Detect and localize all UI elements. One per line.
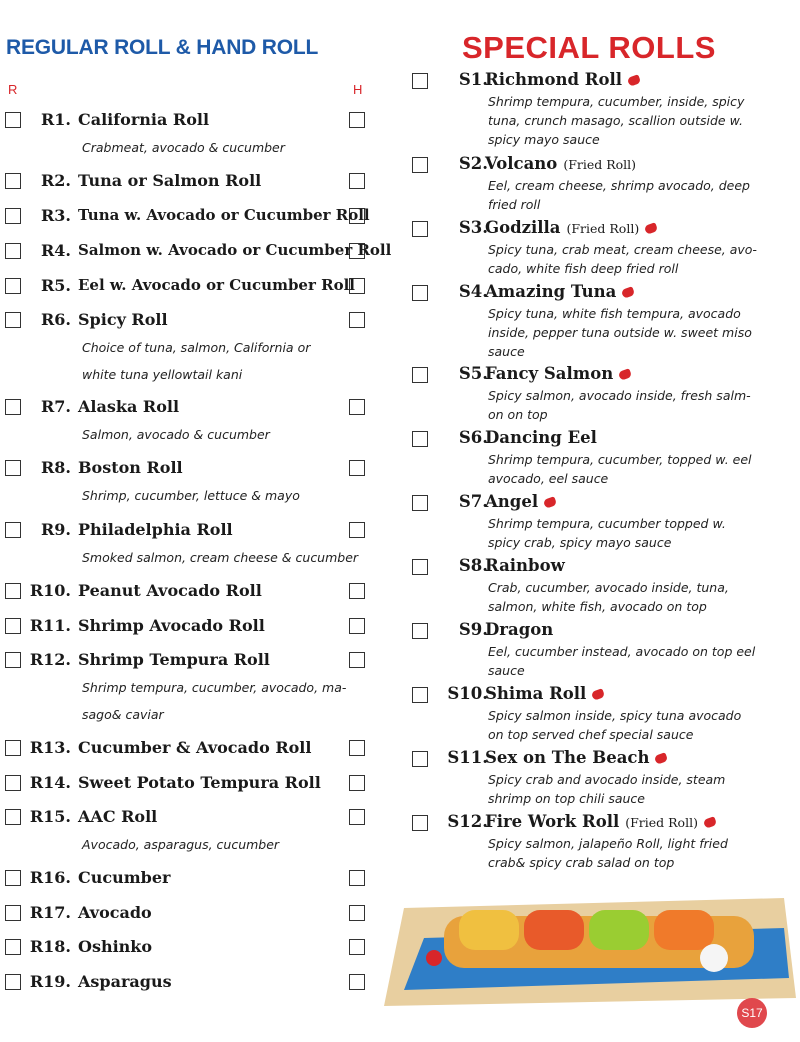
fried-roll-tag: (Fried Roll) [563,157,637,172]
item-name: Oshinko [78,937,153,956]
special-description: Shrimp tempura, cucumber, inside, spicy tuna, crunch masago, scallion outside w. spicy mayo sauce [488,94,745,147]
item-description: Crabmeat, avocado & cucumber [82,140,285,155]
item-code: R19. [29,972,71,991]
special-name: Amazing Tuna [485,282,617,301]
special-name-line [485,492,556,511]
h-checkbox[interactable] [349,583,365,599]
special-checkbox[interactable] [412,815,428,831]
fried-roll-tag: (Fried Roll) [625,815,698,830]
item-name: Avocado [78,903,152,922]
special-name: Fancy Salmon [485,364,614,383]
r-checkbox[interactable] [5,399,21,415]
item-code: R8. [41,458,71,477]
item-code: R9. [41,520,71,539]
item-name: Cucumber & Avocado Roll [78,738,312,757]
special-checkbox[interactable] [412,751,428,767]
regular-roll-title: REGULAR ROLL & HAND ROLL [6,36,319,59]
special-name-line [485,70,640,89]
chili-pepper-icon [654,752,668,765]
item-description: Shrimp tempura, cucumber, avocado, ma- [82,680,347,695]
r-checkbox[interactable] [5,740,21,756]
special-checkbox[interactable] [412,285,428,301]
special-rolls-title: SPECIAL ROLLS [462,30,716,65]
special-code: S10. [447,684,488,703]
special-name-line [485,364,631,383]
item-code: R15. [29,807,71,826]
item-description: white tuna yellowtail kani [82,367,243,382]
special-name: Fire Work Roll [485,812,620,831]
item-code: R3. [41,206,71,225]
chili-pepper-icon [644,222,658,235]
item-code: R2. [41,171,71,190]
h-checkbox[interactable] [349,173,365,189]
special-checkbox[interactable] [412,367,428,383]
special-name: Dancing Eel [485,428,597,447]
h-checkbox[interactable] [349,775,365,791]
item-name: Boston Roll [78,458,183,477]
item-name: Shrimp Tempura Roll [78,650,270,669]
special-checkbox[interactable] [412,73,428,89]
special-code: S3. [458,218,488,237]
special-description: Eel, cucumber instead, avocado on top eel sauce [488,644,756,678]
item-code: R6. [41,310,71,329]
h-checkbox[interactable] [349,618,365,634]
special-code: S8. [458,556,488,575]
item-code: R11. [29,616,71,635]
special-name-line [485,428,597,447]
r-checkbox[interactable] [5,312,21,328]
item-description: Salmon, avocado & cucumber [82,427,270,442]
chili-pepper-icon [618,368,632,381]
special-description: Shrimp tempura, cucumber, topped w. eel avocado, eel sauce [488,452,752,486]
item-name: Philadelphia Roll [78,520,233,539]
h-checkbox[interactable] [349,652,365,668]
item-code: R7. [41,397,71,416]
special-name: Dragon [485,620,554,639]
col-header-h: H [353,82,363,97]
sushi-roll-photo [384,898,796,1006]
r-checkbox[interactable] [5,652,21,668]
special-code: S2. [458,154,488,173]
special-description: Spicy crab and avocado inside, steam shrimp on top chili sauce [488,772,726,806]
chili-pepper-icon [703,816,717,829]
special-name: Volcano [485,154,558,173]
special-description: Shrimp tempura, cucumber topped w. spicy crab, spicy mayo sauce [488,516,726,550]
item-name: Spicy Roll [78,310,168,329]
r-checkbox[interactable] [5,870,21,886]
chili-pepper-icon [627,74,641,87]
special-name: Rainbow [485,556,565,575]
r-checkbox[interactable] [5,173,21,189]
h-checkbox[interactable] [349,399,365,415]
item-name: Alaska Roll [78,397,180,416]
item-code: R17. [29,903,71,922]
r-checkbox[interactable] [5,278,21,294]
r-checkbox[interactable] [5,939,21,955]
item-name: Asparagus [78,972,172,991]
special-code: S6. [458,428,488,447]
special-description: Crab, cucumber, avocado inside, tuna, salmon, white fish, avocado on top [488,580,729,614]
col-header-r: R [8,82,18,97]
special-code: S1. [458,70,488,89]
h-checkbox[interactable] [349,460,365,476]
special-name: Angel [485,492,539,511]
h-checkbox[interactable] [349,312,365,328]
special-checkbox[interactable] [412,687,428,703]
item-code: R12. [29,650,71,669]
r-checkbox[interactable] [5,809,21,825]
item-name: Salmon w. Avocado or Cucumber Roll [78,241,392,259]
special-name: Richmond Roll [485,70,623,89]
h-checkbox[interactable] [349,939,365,955]
chili-pepper-icon [543,496,557,509]
special-description: Spicy salmon, jalapeño Roll, light fried crab& spicy crab salad on top [488,836,728,870]
special-description: Spicy salmon, avocado inside, fresh salm-on on top [488,388,751,422]
h-checkbox[interactable] [349,809,365,825]
item-name: California Roll [78,110,210,129]
page-number-badge: S17 [737,998,767,1028]
item-code: R18. [29,937,71,956]
special-code: S4. [458,282,488,301]
special-name-line [485,218,657,237]
special-name-line [485,154,636,173]
item-code: R14. [29,773,71,792]
special-description: Spicy salmon inside, spicy tuna avocado on top served chef special sauce [488,708,742,742]
special-name: Sex on The Beach [485,748,650,767]
special-checkbox[interactable] [412,157,428,173]
special-checkbox[interactable] [412,431,428,447]
item-name: Tuna or Salmon Roll [78,171,262,190]
item-name: Sweet Potato Tempura Roll [78,773,321,792]
special-checkbox[interactable] [412,623,428,639]
h-checkbox[interactable] [349,870,365,886]
item-code: R1. [41,110,71,129]
item-description: sago& caviar [82,707,164,722]
item-name: Peanut Avocado Roll [78,581,262,600]
special-name-line [485,748,667,767]
fried-roll-tag: (Fried Roll) [566,221,640,236]
r-checkbox[interactable] [5,243,21,259]
r-checkbox[interactable] [5,974,21,990]
special-code: S11. [447,748,488,767]
special-name-line [485,556,565,575]
item-description: Smoked salmon, cream cheese & cucumber [82,550,359,565]
special-checkbox[interactable] [412,495,428,511]
r-checkbox[interactable] [5,522,21,538]
special-checkbox[interactable] [412,221,428,237]
h-checkbox[interactable] [349,522,365,538]
r-checkbox[interactable] [5,905,21,921]
item-description: Avocado, asparagus, cucumber [82,837,280,852]
special-description: Spicy tuna, white fish tempura, avocado inside, pepper tuna outside w. sweet miso sauce [488,306,752,359]
item-code: R13. [29,738,71,757]
item-code: R10. [29,581,71,600]
special-name: Godzilla [485,218,561,237]
r-checkbox[interactable] [5,460,21,476]
chili-pepper-icon [591,688,605,701]
item-code: R4. [41,241,71,260]
special-name: Shima Roll [485,684,587,703]
r-checkbox[interactable] [5,775,21,791]
special-code: S7. [458,492,488,511]
h-checkbox[interactable] [349,740,365,756]
special-name-line [485,812,716,831]
special-name-line [485,684,604,703]
item-name: Tuna w. Avocado or Cucumber Roll [78,206,370,224]
special-name-line [485,620,553,639]
h-checkbox[interactable] [349,112,365,128]
item-code: R5. [41,276,71,295]
item-description: Shrimp, cucumber, lettuce & mayo [82,488,300,503]
r-checkbox[interactable] [5,583,21,599]
item-name: Shrimp Avocado Roll [78,616,265,635]
item-name: AAC Roll [78,807,158,826]
chili-pepper-icon [621,286,635,299]
special-description: Spicy tuna, crab meat, cream cheese, avo-cado, white fish deep fried roll [488,242,757,276]
h-checkbox[interactable] [349,974,365,990]
r-checkbox[interactable] [5,112,21,128]
r-checkbox[interactable] [5,618,21,634]
item-name: Eel w. Avocado or Cucumber Roll [78,276,355,294]
item-name: Cucumber [78,868,171,887]
special-code: S5. [458,364,488,383]
r-checkbox[interactable] [5,208,21,224]
h-checkbox[interactable] [349,905,365,921]
item-description: Choice of tuna, salmon, California or [82,340,311,355]
special-code: S12. [447,812,488,831]
special-checkbox[interactable] [412,559,428,575]
special-name-line [485,282,634,301]
special-description: Eel, cream cheese, shrimp avocado, deep fried roll [488,178,750,212]
special-code: S9. [458,620,488,639]
item-code: R16. [29,868,71,887]
